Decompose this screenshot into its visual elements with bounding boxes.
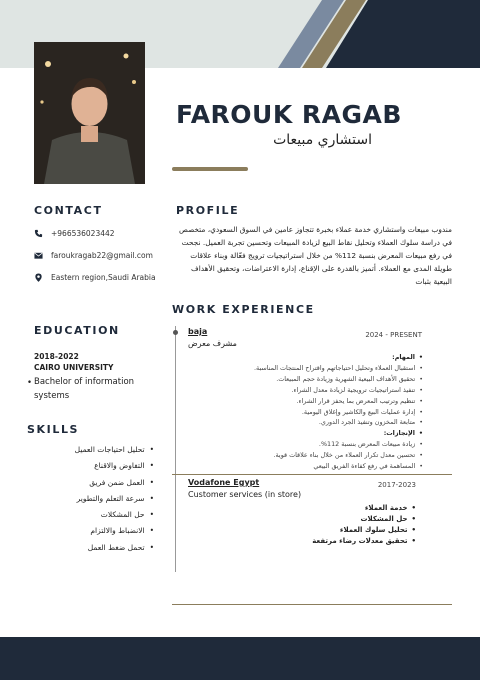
education-degree-line2: systems [34, 391, 70, 401]
skills-list [64, 442, 154, 556]
location-pin-icon [34, 273, 43, 282]
duty-item: • زيادة مبيعات المعرض بنسبة 112%. [188, 439, 423, 450]
job-date: 2024 - PRESENT [365, 331, 422, 339]
skill-item: • الانضباط والالتزام [64, 523, 154, 539]
job-duties [188, 352, 423, 472]
email-icon [34, 251, 43, 260]
duty-item: • حل المشكلات [188, 514, 416, 525]
job-separator [172, 474, 452, 475]
title-underline [172, 167, 248, 171]
duty-item: • متابعة المخزون وتنفيذ الجرد الدوري. [188, 417, 423, 428]
education-heading: EDUCATION [34, 324, 120, 337]
email-text[interactable]: faroukragab22@gmail.com [51, 251, 153, 260]
duty-item: • تنظيم وترتيب المعرض بما يحفز قرار الشراء. [188, 396, 423, 407]
duty-item: • إدارة عمليات البيع والكاشير وإغلاق اليومية. [188, 407, 423, 418]
education-degree-line1: Bachelor of information [34, 377, 135, 387]
duty-item: • تحسين معدل تكرار العملاء من خلال بناء علاقات قوية. [188, 450, 423, 461]
contact-address [34, 273, 156, 282]
duty-item: • تحقيق الأهداف البيعية الشهرية وزيادة حجم المبيعات. [188, 374, 423, 385]
phone-icon [34, 229, 43, 238]
profile-photo [34, 42, 145, 184]
phone-text[interactable]: +966536023442 [51, 229, 115, 238]
footer-band [0, 637, 480, 680]
bottom-separator [172, 604, 452, 605]
duty-item: • المساهمة في رفع كفاءة الفريق البيعي [188, 461, 423, 472]
skill-item: • حل المشكلات [64, 507, 154, 523]
profile-summary: مندوب مبيعات واستشاري خدمة عملاء بخبرة تتجاوز عامين في السوق السعودي، متخصص في دراسة سلوك العملاء وتحليل نقاط البيع لزيادة المبيعات وتحسين تجربة العميل. نجحت في رفع مبيعات المعرض بنسبة 112% من خلال استراتيجيات ترويج فعّالة وبناء علاقات طويلة المدى مع العملاء. أتميز بالقدرة على الإقناع، إدارة الاعتراضات، وتحقيق الأهداف البيعية بثبات [178, 225, 452, 286]
timeline-line [175, 326, 176, 572]
person-name: FAROUK RAGAB [176, 100, 402, 129]
skill-item: • تحمل ضغط العمل [64, 540, 154, 556]
duty-item: • استقبال العملاء وتحليل احتياجاتهم واقتراح المنتجات المناسبة. [188, 363, 423, 374]
duty-item: • خدمة العملاء [188, 503, 416, 514]
duty-item: • تحليل سلوك العملاء [188, 525, 416, 536]
profile-heading: PROFILE [176, 204, 240, 217]
job-title: استشاري مبيعات [273, 132, 372, 148]
skills-heading: SKILLS [27, 423, 80, 436]
duty-item: • تحقيق معدلات رضاء مرتفعة [188, 536, 416, 547]
job-duties [188, 503, 416, 547]
education-school: CAIRO UNIVERSITY [34, 363, 114, 372]
address-text: Eastern region,Saudi Arabia [51, 273, 156, 282]
skill-item: • التفاوض والاقناع [64, 458, 154, 474]
contact-email [34, 251, 153, 260]
job-company: baja [188, 327, 208, 336]
duty-item: • تنفيذ استراتيجيات ترويجية لزيادة معدل الشراء. [188, 385, 423, 396]
education-years: 2018-2022 [34, 352, 79, 361]
education-bullet: • [27, 378, 33, 388]
duty-item: • الإنجازات: [188, 428, 423, 439]
skill-item: • تحليل احتياجات العميل [64, 442, 154, 458]
job-role: مشرف معرض [188, 339, 237, 348]
job-date: 2017-2023 [377, 481, 416, 489]
contact-heading: CONTACT [34, 204, 103, 217]
timeline-dot [173, 330, 178, 335]
job-company: Vodafone Egypt [188, 478, 260, 487]
skill-item: • سرعة التعلم والتطوير [64, 491, 154, 507]
skill-item: • العمل ضمن فريق [64, 475, 154, 491]
job-role: Customer services (in store) [188, 490, 302, 499]
duty-item: • المهام: [188, 352, 423, 363]
contact-phone [34, 229, 115, 238]
experience-heading: WORK EXPERIENCE [172, 303, 315, 316]
